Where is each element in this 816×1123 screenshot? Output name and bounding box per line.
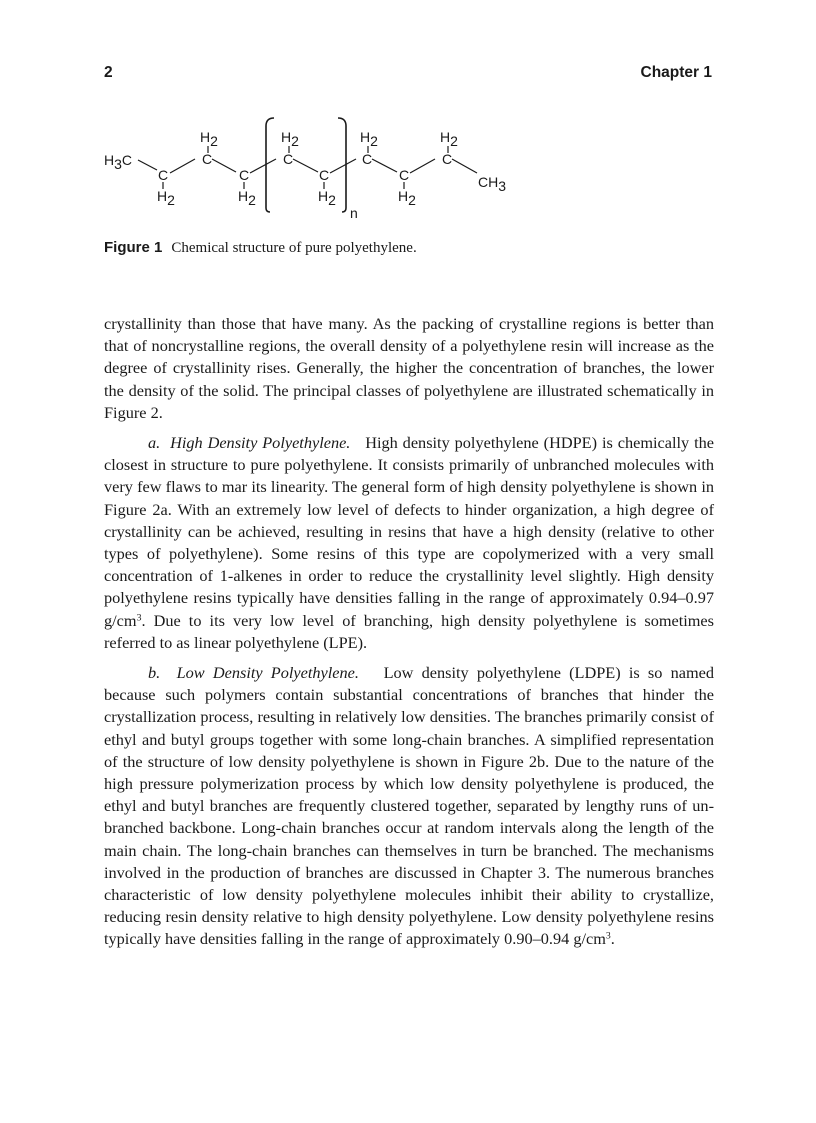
ldpe-density-exponent: 3 [605,931,611,943]
h2-bottom-3: H2 [318,188,336,208]
ch3-left-end: H3C [104,152,133,172]
caption-label: Figure 1 [104,239,163,256]
running-head [104,64,712,86]
bond-lines [138,146,477,189]
caption-text: Chemical structure of pure polyethylene. [171,240,417,256]
paragraph-intro: crystallinity than those that have many. As the packing of crystalline regions is better than that of noncrystalline regions, the overall density of a polyethylene resin will increase as the degree of crystallinity rises. Generally, the higher the concentration of branches, the lower the density of the solid. The principal classes of polyethylene are illustrated schematically in Figure 2. [104,314,714,422]
carbon-top-1: C [202,151,213,167]
h2-top-1: H2 [200,129,218,149]
h2-bottom-1: H2 [157,188,175,208]
ch3-right-end: CH3 [478,174,507,194]
polyethylene-structure-diagram [100,112,540,224]
hdpe-density-exponent: 3 [136,612,142,624]
h2-top-2: H2 [281,129,299,149]
hdpe-text-end: . Due to its very low level of branching, high density polyethylene is sometimes referred to as linear polyethylene (LPE). [104,610,714,652]
h2-top-3: H2 [360,129,378,149]
paragraph-ldpe [104,662,714,951]
figure-1 [100,112,540,224]
figure-caption [104,238,712,258]
carbon-bottom-1: C [158,167,169,183]
section-heading-hdpe: a. High Density Polyethylene. [148,433,351,453]
chapter-title: Chapter 1 [640,64,712,81]
body-text [104,313,714,959]
h2-bottom-4: H2 [398,188,416,208]
ldpe-text-end: . [610,929,615,949]
left-bracket [266,118,274,212]
carbon-top-4: C [442,151,453,167]
section-heading-ldpe: b. Low Density Polyethylene. [148,663,359,683]
h2-bottom-2: H2 [238,188,256,208]
ldpe-text: Low density polyethylene (LDPE) is so named because such polymers contain substantial concentrations of branches that hinder the crystallization process, resulting in relatively low densities. The branches primarily consist of ethyl and butyl groups together with some long-chain branches. A simplified representation of the structure of low density polyethylene is shown in Figure 2b. Due to the nature of the high pressure polymerization process by which low density polyethylene is produced, the ethyl and butyl branches are frequently clustered together, separated by lengthy runs of unbranched backbone. Long-chain branches occur at random intervals along the length of the main chain. The long-chain branches can themselves in turn be branched. The mechanisms involved in the production of branches are discussed in Chapter 3. The numerous branches characteristic of low density polyethylene molecules inhibit their ability to crystallize, reducing resin density relative to high density polyethylene. Low density polyethylene resins typically have densities falling in the range of approximately 0.90–0.94 g/cm [104,663,715,949]
repeat-count-n: n [350,205,358,221]
hdpe-text: High density polyethylene (HDPE) is chemically the closest in structure to pure polyethylene. It consists primarily of unbranched molecules with very few flaws to mar its linearity. The general form of high density polyethylene is shown in Figure 2a. With an extremely low level of defects to hinder organization, a high degree of crystallinity can be achieved, resulting in resins that have a high density (relative to other types of polyethylene). Some resins of this type are copolymerized with a very small concentration of 1-alkenes in order to reduce the crystallinity level slightly. High density polyethylene resins typically have densities falling in the range of approximately 0.94–0.97 g/cm [104,433,714,630]
carbon-bottom-2: C [239,167,250,183]
paragraph-hdpe [104,432,714,654]
carbon-top-2: C [283,151,294,167]
h2-top-4: H2 [440,129,458,149]
carbon-bottom-3: C [319,167,330,183]
carbon-top-3: C [362,151,373,167]
page-number: 2 [104,64,113,81]
carbon-bottom-4: C [399,167,410,183]
